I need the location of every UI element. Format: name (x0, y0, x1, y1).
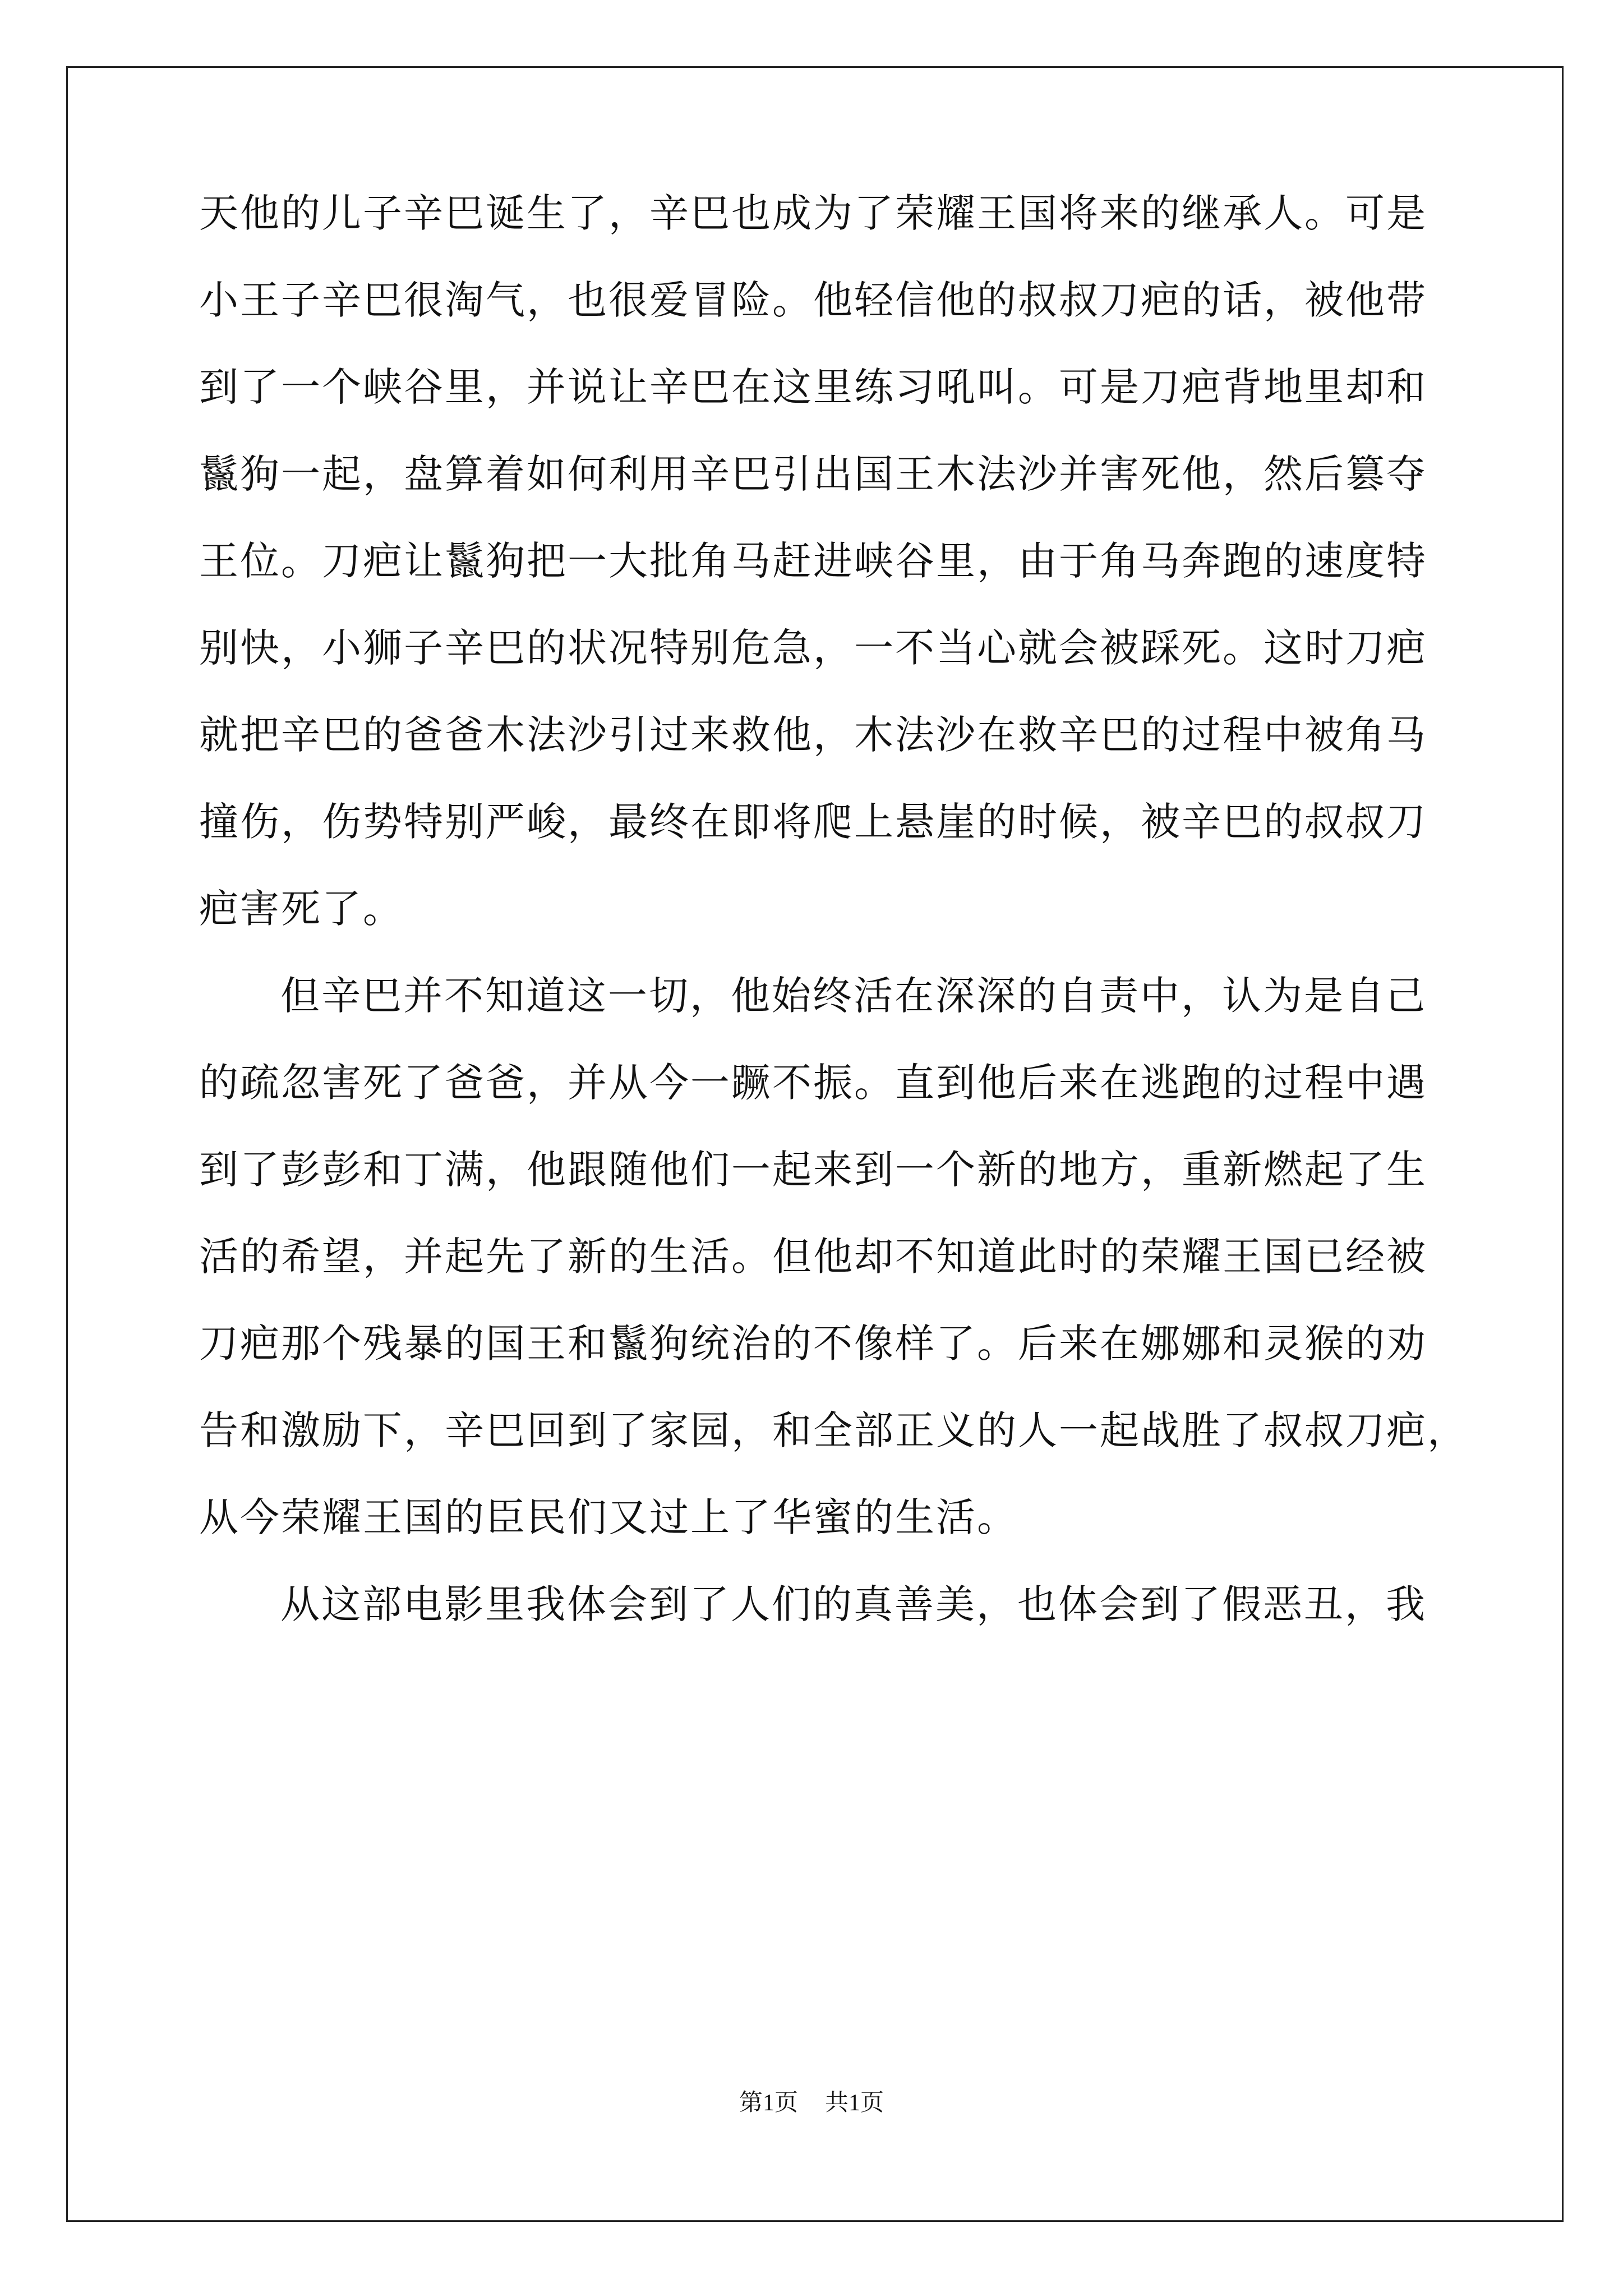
text-line: 天他的儿子辛巴诞生了，辛巴也成为了荣耀王国将来的继承人。可是 (199, 190, 1427, 236)
text-line: 疤害死了。 (199, 886, 404, 932)
page-footer (0, 2084, 1623, 2118)
text-line: 从今荣耀王国的臣民们又过上了华蜜的生活。 (199, 1494, 1018, 1540)
paragraph-start-line: 从这部电影里我体会到了人们的真善美，也体会到了假恶丑，我 (280, 1581, 1427, 1627)
page-number-total: 共1页 (825, 2090, 884, 2116)
text-line: 小王子辛巴很淘气，也很爱冒险。他轻信他的叔叔刀疤的话，被他带 (199, 277, 1427, 323)
text-line: 撞伤，伤势特别严峻，最终在即将爬上悬崖的时候，被辛巴的叔叔刀 (199, 799, 1427, 845)
text-line: 就把辛巴的爸爸木法沙引过来救他，木法沙在救辛巴的过程中被角马 (199, 712, 1427, 758)
text-line: 刀疤那个残暴的国王和鬣狗统治的不像样了。后来在娜娜和灵猴的劝 (199, 1320, 1427, 1366)
text-line: 活的希望，并起先了新的生活。但他却不知道此时的荣耀王国已经被 (199, 1234, 1427, 1280)
text-line: 的疏忽害死了爸爸，并从今一蹶不振。直到他后来在逃跑的过程中遇 (199, 1060, 1427, 1106)
text-line: 鬣狗一起，盘算着如何利用辛巴引出国王木法沙并害死他，然后篡夺 (199, 451, 1427, 497)
text-line: 王位。刀疤让鬣狗把一大批角马赶进峡谷里，由于角马奔跑的速度特 (199, 538, 1427, 584)
paragraph-start-line: 但辛巴并不知道这一切，他始终活在深深的自责中，认为是自己 (280, 973, 1427, 1019)
text-line: 到了彭彭和丁满，他跟随他们一起来到一个新的地方，重新燃起了生 (199, 1147, 1427, 1193)
page-number-current: 第1页 (739, 2090, 798, 2116)
text-line: 到了一个峡谷里，并说让辛巴在这里练习吼叫。可是刀疤背地里却和 (199, 364, 1427, 410)
text-line: 别快，小狮子辛巴的状况特别危急，一不当心就会被踩死。这时刀疤 (199, 625, 1427, 671)
text-line: 告和激励下，辛巴回到了家园，和全部正义的人一起战胜了叔叔刀疤， (199, 1407, 1468, 1453)
